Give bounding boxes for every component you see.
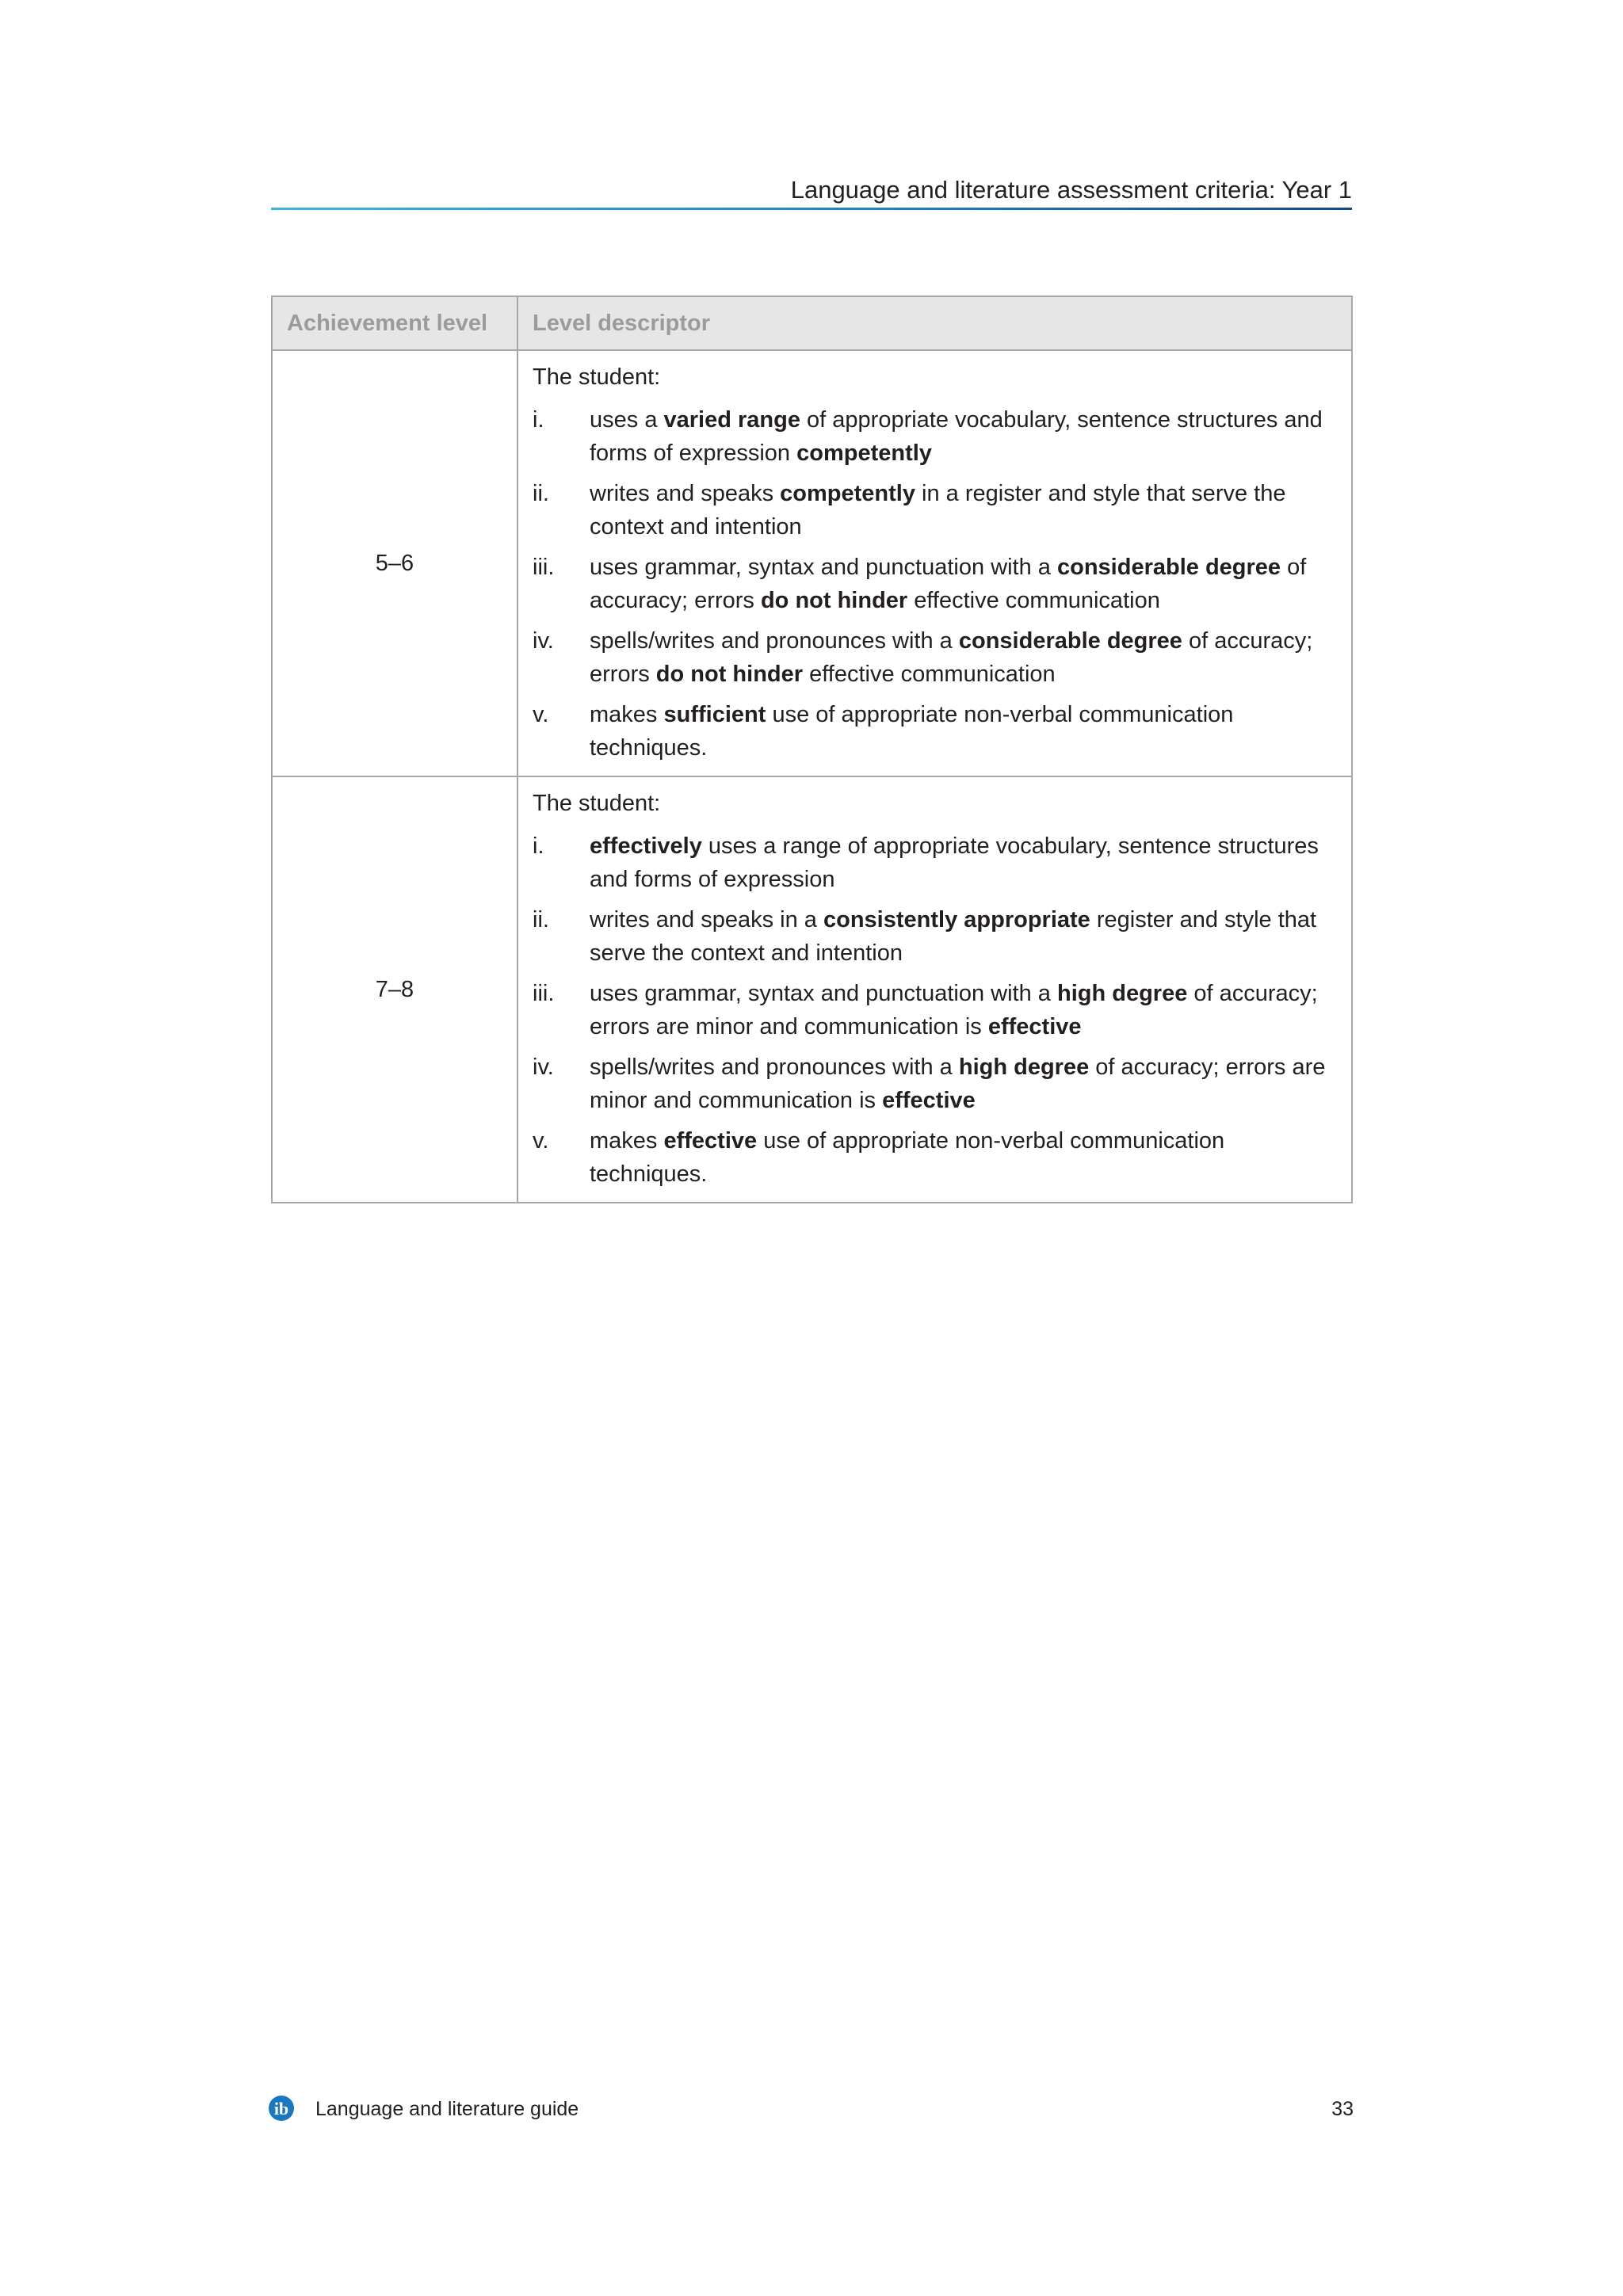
descriptor-text: spells/writes and pronounces with a bbox=[590, 628, 959, 654]
descriptor-text: uses a bbox=[590, 407, 664, 433]
emphasis-text: varied range bbox=[663, 407, 800, 433]
emphasis-text: consistently appropriate bbox=[823, 907, 1090, 933]
descriptor-item bbox=[533, 830, 1327, 896]
emphasis-text: considerable degree bbox=[958, 628, 1182, 654]
level-descriptor-cell bbox=[517, 350, 1352, 776]
descriptor-item-text bbox=[590, 1124, 1327, 1191]
descriptor-text: makes bbox=[590, 702, 664, 727]
emphasis-text: competently bbox=[796, 441, 932, 466]
column-header-level-descriptor: Level descriptor bbox=[517, 296, 1352, 350]
descriptor-item-number: v. bbox=[533, 1128, 549, 1154]
descriptor-text: of accuracy; errors are minor and communication is bbox=[590, 1055, 1326, 1113]
descriptor-text: uses a range of appropriate vocabulary, sentence structures and forms of expression bbox=[590, 833, 1319, 892]
descriptor-text: effective communication bbox=[907, 588, 1160, 613]
descriptor-text: makes bbox=[590, 1128, 664, 1154]
emphasis-text: effective bbox=[987, 1014, 1082, 1039]
descriptor-item-text bbox=[590, 477, 1327, 543]
descriptor-item-text bbox=[590, 403, 1327, 470]
emphasis-text: high degree bbox=[1056, 981, 1188, 1006]
footer-guide-title: Language and literature guide bbox=[315, 2098, 579, 2120]
assessment-criteria-table bbox=[271, 296, 1353, 1203]
descriptor-item bbox=[533, 977, 1327, 1043]
table-header-row bbox=[272, 296, 1352, 350]
table-row bbox=[272, 350, 1352, 776]
descriptor-item-number: v. bbox=[533, 702, 549, 727]
descriptor-item bbox=[533, 1124, 1327, 1191]
emphasis-text: do not hinder bbox=[760, 588, 908, 613]
descriptor-list bbox=[533, 403, 1327, 765]
descriptor-item-text bbox=[590, 830, 1327, 896]
descriptor-text: of accuracy; errors are minor and communication is bbox=[590, 981, 1318, 1039]
achievement-level-cell: 5–6 bbox=[272, 350, 517, 776]
svg-text:ib: ib bbox=[273, 2099, 289, 2119]
descriptor-intro: The student: bbox=[533, 791, 661, 816]
header-rule bbox=[271, 208, 1352, 210]
descriptor-item-text bbox=[590, 1051, 1327, 1117]
descriptor-text: effective communication bbox=[803, 662, 1056, 687]
descriptor-item-text bbox=[590, 624, 1327, 691]
emphasis-text: high degree bbox=[958, 1055, 1090, 1080]
page-header-title: Language and literature assessment criteria: Year 1 bbox=[790, 176, 1352, 204]
descriptor-item bbox=[533, 624, 1327, 691]
achievement-level-cell: 7–8 bbox=[272, 776, 517, 1203]
descriptor-item-number: iii. bbox=[533, 555, 555, 580]
emphasis-text: effectively bbox=[590, 833, 702, 859]
descriptor-item-number: i. bbox=[533, 833, 544, 859]
emphasis-text: competently bbox=[780, 481, 915, 506]
descriptor-item-number: iv. bbox=[533, 1055, 554, 1080]
descriptor-item-number: iv. bbox=[533, 628, 554, 654]
descriptor-text: in a register and style that serve the context and intention bbox=[590, 481, 1286, 540]
descriptor-intro: The student: bbox=[533, 364, 661, 390]
level-descriptor-cell bbox=[517, 776, 1352, 1203]
descriptor-item-number: ii. bbox=[533, 481, 549, 506]
emphasis-text: effective bbox=[882, 1088, 976, 1113]
descriptor-text: register and style that serve the context and intention bbox=[590, 907, 1317, 966]
descriptor-text: use of appropriate non-verbal communication techniques. bbox=[590, 1128, 1225, 1187]
emphasis-text: considerable degree bbox=[1056, 555, 1281, 580]
descriptor-item-text bbox=[590, 698, 1327, 765]
page-footer bbox=[268, 2092, 1354, 2126]
descriptor-text: spells/writes and pronounces with a bbox=[590, 1055, 959, 1080]
descriptor-text: uses grammar, syntax and punctuation with a bbox=[590, 981, 1057, 1006]
emphasis-text: sufficient bbox=[663, 702, 766, 727]
emphasis-text: effective bbox=[663, 1128, 758, 1154]
descriptor-text: of accuracy; errors bbox=[590, 555, 1307, 613]
descriptor-item bbox=[533, 1051, 1327, 1117]
descriptor-text: uses grammar, syntax and punctuation with a bbox=[590, 555, 1057, 580]
descriptor-item-number: i. bbox=[533, 407, 544, 433]
descriptor-item-number: iii. bbox=[533, 981, 555, 1006]
descriptor-item bbox=[533, 698, 1327, 765]
page-header bbox=[271, 173, 1352, 212]
emphasis-text: do not hinder bbox=[655, 662, 804, 687]
descriptor-item bbox=[533, 903, 1327, 970]
column-header-achievement-level: Achievement level bbox=[272, 296, 517, 350]
descriptor-item bbox=[533, 551, 1327, 617]
descriptor-item-text bbox=[590, 977, 1327, 1043]
descriptor-item-text bbox=[590, 551, 1327, 617]
table-body bbox=[272, 350, 1352, 1203]
ib-logo-icon bbox=[268, 2095, 295, 2122]
page-number: 33 bbox=[1331, 2098, 1354, 2120]
descriptor-text: of accuracy; errors bbox=[590, 628, 1313, 687]
descriptor-text: use of appropriate non-verbal communication techniques. bbox=[590, 702, 1234, 761]
descriptor-text: writes and speaks in a bbox=[590, 907, 823, 933]
descriptor-item-number: ii. bbox=[533, 907, 549, 933]
descriptor-item-text bbox=[590, 903, 1327, 970]
descriptor-item bbox=[533, 403, 1327, 470]
descriptor-text: writes and speaks bbox=[590, 481, 781, 506]
descriptor-list bbox=[533, 830, 1327, 1191]
table-row bbox=[272, 776, 1352, 1203]
descriptor-text: of appropriate vocabulary, sentence structures and forms of expression bbox=[590, 407, 1323, 466]
descriptor-item bbox=[533, 477, 1327, 543]
